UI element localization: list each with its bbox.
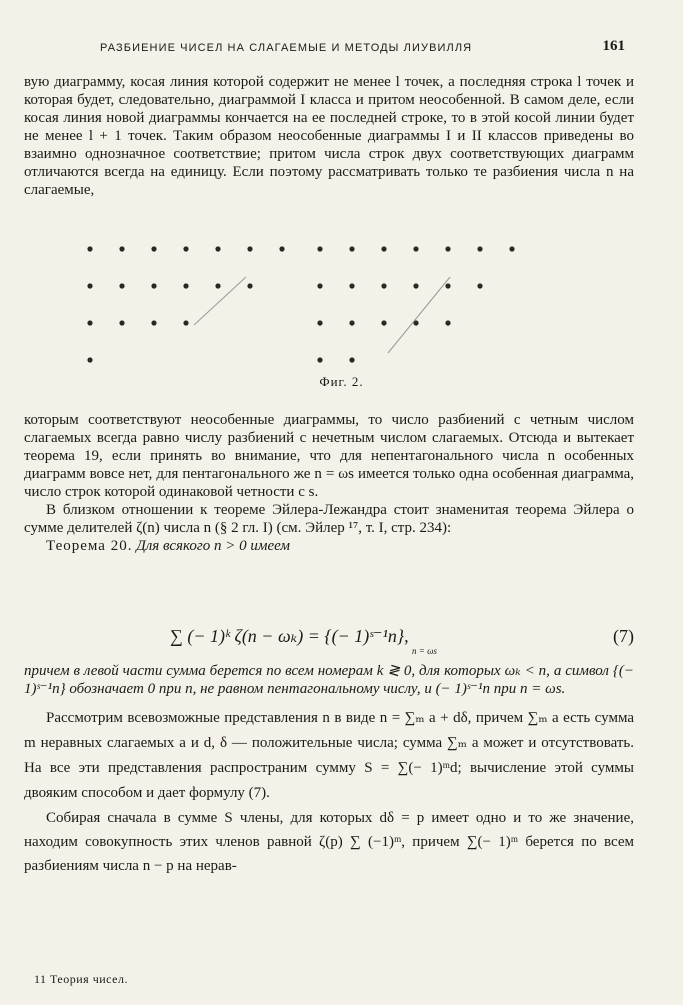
- diagram-dot: [119, 283, 124, 288]
- formula-7: [24, 620, 634, 654]
- diagram-dot: [247, 246, 252, 251]
- text-paragraph: В близком отношении к теореме Эйлера-Лежандра стоит знаменитая теорема Эйлера о сумме делителей ζ(n) числа n (§ 2 гл. I) (см. Эйлер ¹⁷, т. I, стр. 234):: [24, 502, 634, 536]
- formula-subscript: n = ωs: [412, 646, 437, 656]
- diagram-dot: [151, 283, 156, 288]
- diagram-dot: [87, 283, 92, 288]
- text-paragraph: вую диаграмму, косая линия которой содержит не менее l точек, а последняя строка l точек и которая будет, следовательно, диаграммой I класса и притом неособенной. В самом деле, если косая линия новой диаграммы кончается на ее последней строке, то в этой косой линии будет не менее l + 1 точек. Таким образом неособенные диаграммы I и II классов приведены во взаимно однозначное соответствие; притом числа строк двух соответствующих диаграмм отличаются всегда на единицу. Если поэтому рассматривать только те разбиения числа n на слагаемые,: [24, 74, 634, 198]
- theorem-label: Теорема 20.: [46, 538, 133, 554]
- diagram-dot: [183, 320, 188, 325]
- diagram-dot: [349, 283, 354, 288]
- diagram-dot: [119, 246, 124, 251]
- theorem-conditions: причем в левой части сумма берется по всем номерам k ≷ 0, для которых ωₖ < n, а символ {(− 1)ˢ⁻¹n} обозначает 0 при n, не равном пентагональному числу, и (− 1)ˢ⁻¹n при n = ωs.: [24, 663, 634, 697]
- diagram-dot: [413, 246, 418, 251]
- text-paragraph: Рассмотрим всевозможные представления n в виде n = ∑ₘ a + dδ, причем ∑ₘ a есть сумма m неравных слагаемых a и d, δ — положительные числа; сумма ∑ₘ a может и отсутствовать. На все эти представления распространим сумму S = ∑(− 1)ᵐd; вычисление этой суммы двояким способом и дает формулу (7).: [24, 710, 634, 801]
- diagram-dot: [87, 357, 92, 362]
- paragraph-middle: [24, 411, 634, 555]
- diagram-dot: [349, 246, 354, 251]
- figure-2-diagrams: [70, 243, 570, 363]
- diagram-dot: [119, 320, 124, 325]
- diagram-dot: [317, 357, 322, 362]
- text-paragraph: Собирая сначала в сумме S члены, для которых dδ = p имеет одно и то же значение, находим совокупность этих членов равной ζ(p) ∑ (−1)ᵐ, причем ∑(− 1)ᵐ берется по всем разбиениям числа n − p на нерав-: [24, 810, 634, 874]
- diagram-dot: [151, 246, 156, 251]
- theorem-statement: Для всякого n > 0 имеем: [136, 538, 290, 554]
- page-footer: 11 Теория чисел.: [34, 972, 128, 986]
- diagram-dot: [381, 246, 386, 251]
- diagram-dot: [151, 320, 156, 325]
- diagram-dot: [247, 283, 252, 288]
- diagram-dot: [509, 246, 514, 251]
- diagram-dot: [477, 246, 482, 251]
- right-diagonal-line: [388, 277, 450, 353]
- right-dot-diagram: [317, 246, 514, 362]
- left-dot-diagram: [87, 246, 284, 362]
- diagram-dot: [317, 283, 322, 288]
- formula-number: (7): [613, 626, 634, 646]
- diagram-dot: [317, 320, 322, 325]
- page-number: 161: [602, 38, 625, 54]
- diagram-dot: [215, 246, 220, 251]
- running-title: РАЗБИЕНИЕ ЧИСЕЛ НА СЛАГАЕМЫЕ И МЕТОДЫ ЛИУВИЛЛЯ: [100, 42, 473, 54]
- diagram-dot: [349, 320, 354, 325]
- diagram-dot: [183, 283, 188, 288]
- diagram-dot: [87, 320, 92, 325]
- text-paragraph: которым соответствуют неособенные диаграммы, то число разбиений с четным числом слагаемых всегда равно числу разбиений с нечетным числом слагаемых. Отсюда и вытекает теорема 19, если принять во внимание, что для непентагонального числа n особенных диаграмм вовсе нет, для пентагонального же n = ωs имеется только одна особенная диаграмма, число строк которой одинаковой четности с s.: [24, 412, 634, 500]
- diagram-dot: [87, 246, 92, 251]
- theorem-line: [24, 537, 634, 555]
- diagram-dot: [317, 246, 322, 251]
- diagram-dot: [445, 283, 450, 288]
- diagram-dot: [381, 283, 386, 288]
- diagram-dot: [477, 283, 482, 288]
- diagram-dot: [445, 246, 450, 251]
- diagram-dot: [183, 246, 188, 251]
- diagram-dot: [215, 283, 220, 288]
- diagram-dot: [445, 320, 450, 325]
- paragraph-top: [24, 73, 634, 199]
- figure-caption: Фиг. 2.: [319, 374, 364, 389]
- diagram-dot: [413, 283, 418, 288]
- paragraph-bottom: [24, 662, 634, 878]
- diagram-dot: [279, 246, 284, 251]
- diagram-dot: [349, 357, 354, 362]
- diagram-dot: [381, 320, 386, 325]
- running-header: [100, 38, 625, 60]
- left-diagonal-line: [194, 277, 246, 325]
- formula-expression: ∑ (− 1)ᵏ ζ(n − ωₖ) = {(− 1)ˢ⁻¹n},: [170, 626, 409, 646]
